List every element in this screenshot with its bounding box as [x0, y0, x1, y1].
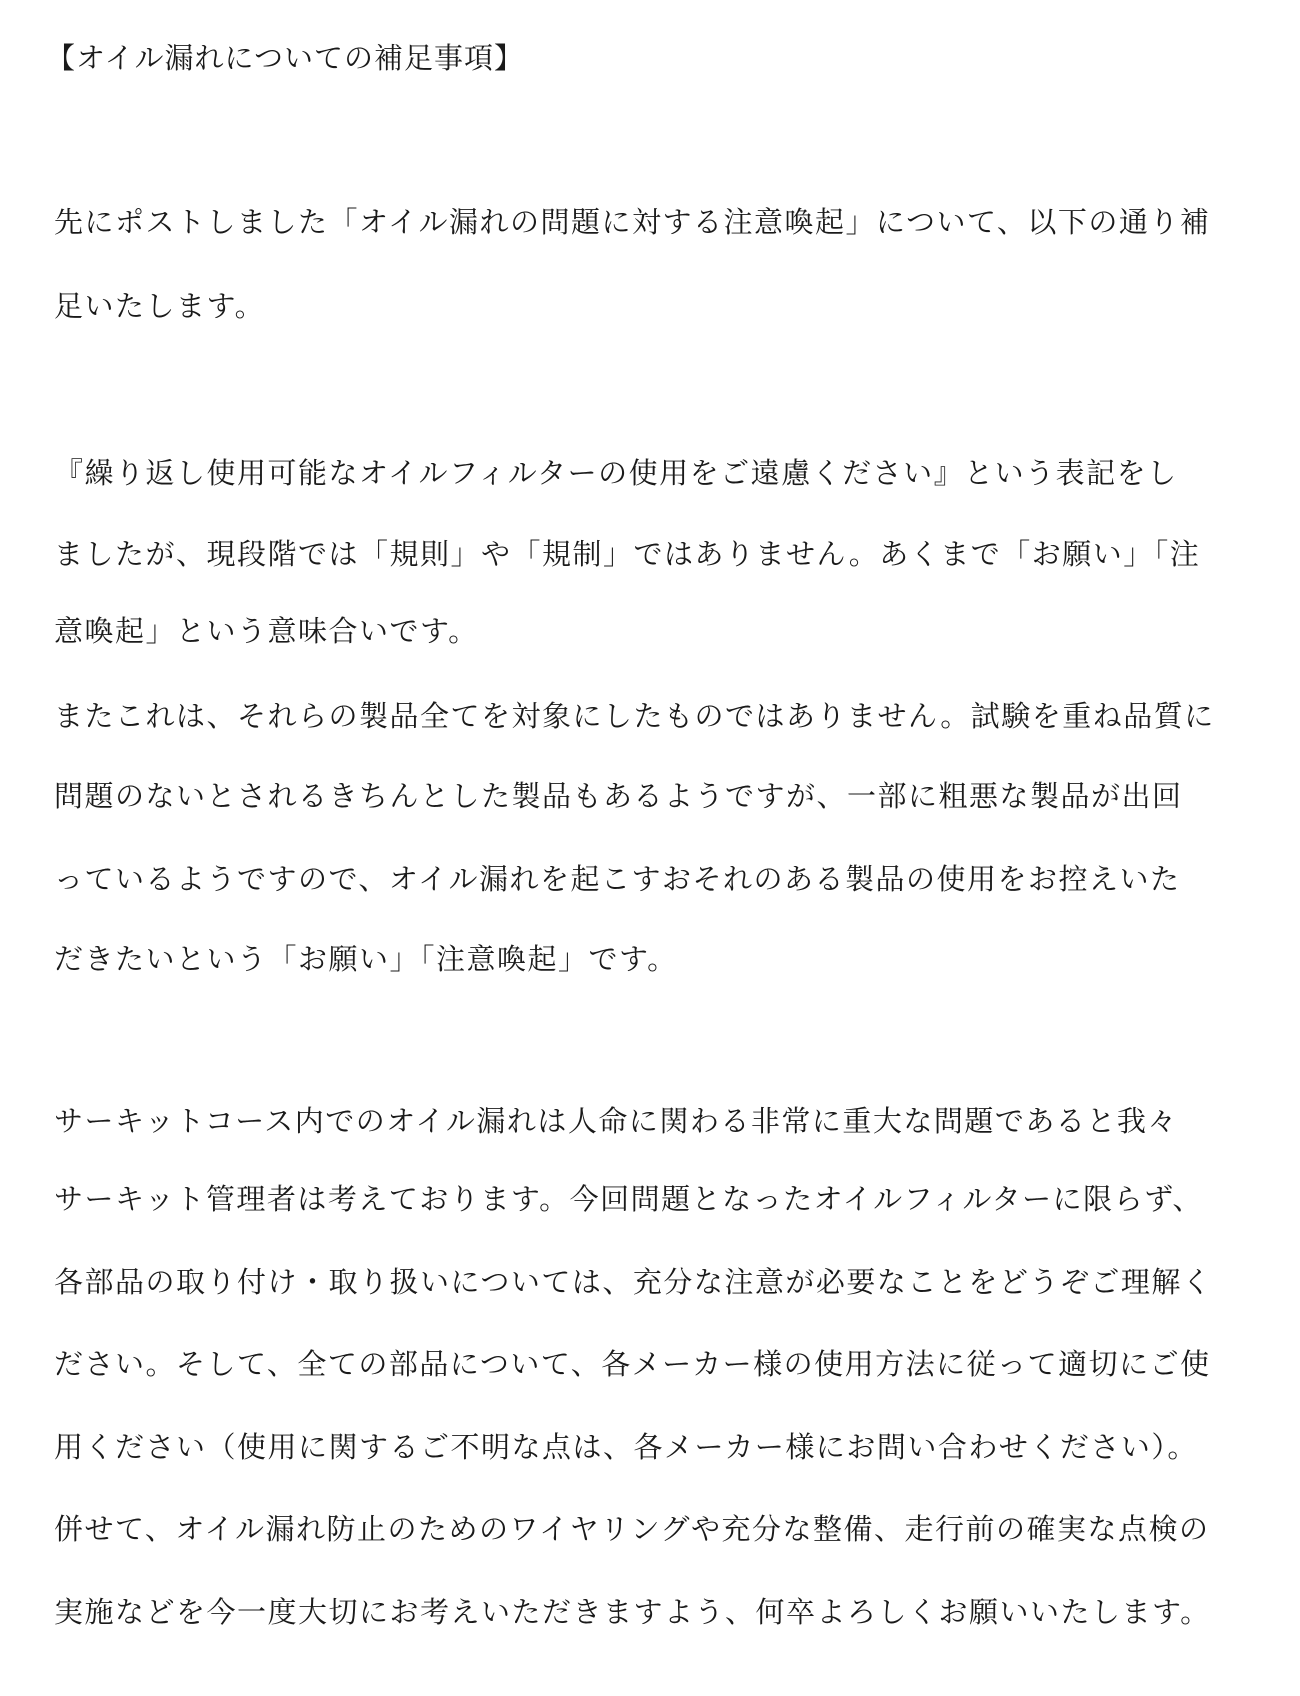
paragraph-line: 意喚起」という意味合いです。 — [54, 614, 479, 648]
paragraph-line: 先にポストしました「オイル漏れの問題に対する注意喚起」について、以下の通り補 — [54, 205, 1211, 239]
paragraph-line: 足いたします。 — [54, 289, 266, 323]
paragraph-line: 問題のないとされるきちんとした製品もあるようですが、一部に粗悪な製品が出回 — [54, 779, 1183, 813]
paragraph-line: 用ください（使用に関するご不明な点は、各メーカー様にお問い合わせください）。 — [54, 1430, 1198, 1464]
paragraph-line: ましたが、現段階では「規則」や「規制」ではありません。あくまで「お願い」「注 — [54, 537, 1201, 571]
paragraph-line: 各部品の取り付け・取り扱いについては、充分な注意が必要なことをどうぞご理解く — [54, 1265, 1213, 1299]
document-title: 【オイル漏れについての補足事項】 — [46, 41, 524, 75]
paragraph-line: 『繰り返し使用可能なオイルフィルターの使用をご遠慮ください』という表記をし — [54, 456, 1178, 490]
paragraph-line: またこれは、それらの製品全てを対象にしたものではありません。試験を重ね品質に — [54, 699, 1215, 733]
paragraph-line: っているようですので、オイル漏れを起こすおそれのある製品の使用をお控えいた — [54, 862, 1181, 896]
paragraph-line: 実施などを今一度大切にお考えいただきますよう、何卒よろしくお願いいたします。 — [54, 1595, 1211, 1629]
paragraph-line: 併せて、オイル漏れ防止のためのワイヤリングや充分な整備、走行前の確実な点検の — [54, 1512, 1210, 1546]
paragraph-line: だきたいという「お願い」「注意喚起」です。 — [54, 942, 678, 976]
paragraph-line: サーキット管理者は考えております。今回問題となったオイルフィルターに限らず、 — [54, 1182, 1203, 1216]
paragraph-line: サーキットコース内でのオイル漏れは人命に関わる非常に重大な問題であると我々 — [54, 1104, 1178, 1138]
paragraph-line: ださい。そして、全ての部品について、各メーカー様の使用方法に従って適切にご使 — [54, 1347, 1211, 1381]
